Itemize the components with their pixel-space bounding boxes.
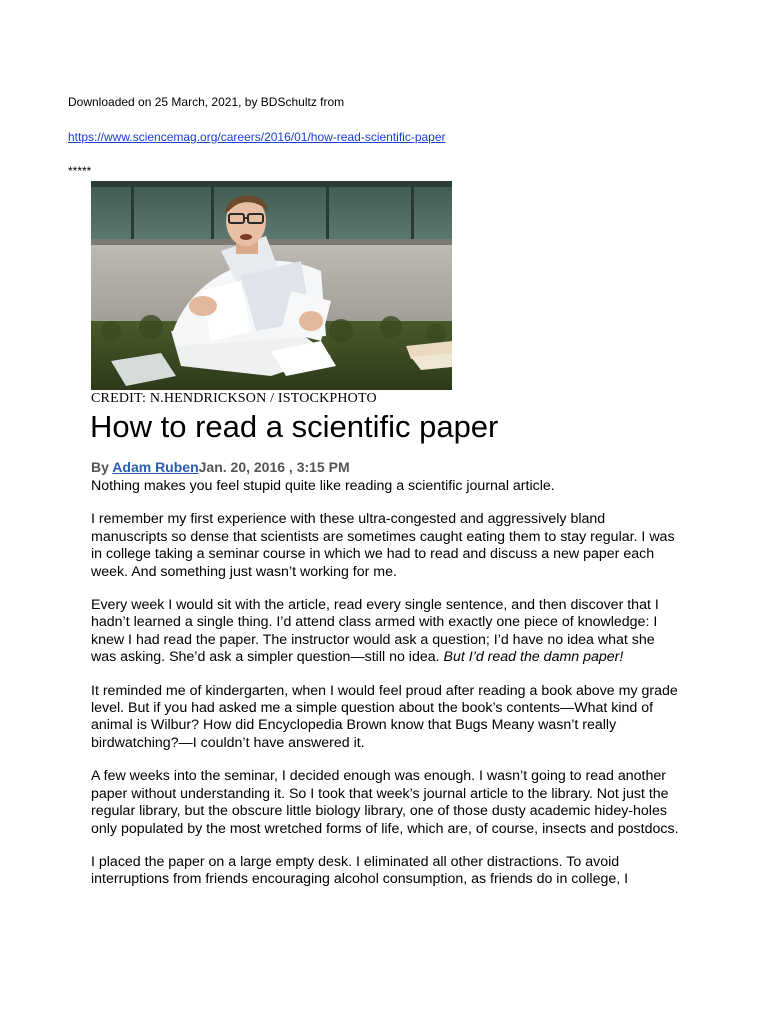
article-photo xyxy=(91,181,452,390)
byline xyxy=(91,459,350,476)
author-link[interactable]: Adam Ruben xyxy=(112,459,199,475)
byline-prefix: By xyxy=(91,459,113,475)
article-date: Jan. 20, 2016 , 3:15 PM xyxy=(198,459,350,475)
source-url-link[interactable]: https://www.sciencemag.org/careers/2016/01/how-read-scientific-paper xyxy=(68,130,446,144)
paragraph: It reminded me of kindergarten, when I would feel proud after reading a book above my grade level. But if you had asked me a simple question about the book’s contents—What kind of animal is Wilbur? How did Encyclopedia Brown know that Bugs Meany wasn’t really birdwatching?—I couldn’t have answered it. xyxy=(91,682,678,751)
paragraph xyxy=(91,597,681,667)
download-note: Downloaded on 25 March, 2021, by BDSchultz from xyxy=(68,95,345,109)
section-separator: ***** xyxy=(68,164,92,178)
photo-credit: CREDIT: N.HENDRICKSON / ISTOCKPHOTO xyxy=(91,391,377,406)
paragraph-text: Every week I would sit with the article, read every single sentence, and then discover that I hadn’t learned a single thing. I’d attend class armed with exactly one piece of knowledge: I knew I had read the paper. The instructor would ask a question; I’d have no idea what she was asking. She’d ask a simpler question—still no idea. xyxy=(91,597,659,666)
paragraph-emphasis: But I’d read the damn paper! xyxy=(443,649,624,666)
paragraph: I placed the paper on a large empty desk. I eliminated all other distractions. To avoid interruptions from friends encouraging alcohol consumption, as friends do in college, I xyxy=(91,853,629,888)
paragraph: A few weeks into the seminar, I decided enough was enough. I wasn’t going to read another paper without understanding it. So I took that week’s journal article to the library. Not just the regular library, but the obscure little biology library, one of those dusty academic hidey-holes only populated by the most wretched forms of life, which are, of course, insects and postdocs. xyxy=(91,768,679,837)
paragraph: Nothing makes you feel stupid quite like reading a scientific journal article. xyxy=(91,478,555,494)
paragraph: I remember my first experience with these ultra-congested and aggressively bland manuscripts so dense that scientists are sometimes caught eating them to stay regular. I was in college taking a seminar course in which we had to read and discuss a new paper each week. And something just wasn’t working for me. xyxy=(91,511,675,580)
article-title: How to read a scientific paper xyxy=(90,409,499,444)
article-body xyxy=(91,478,681,905)
